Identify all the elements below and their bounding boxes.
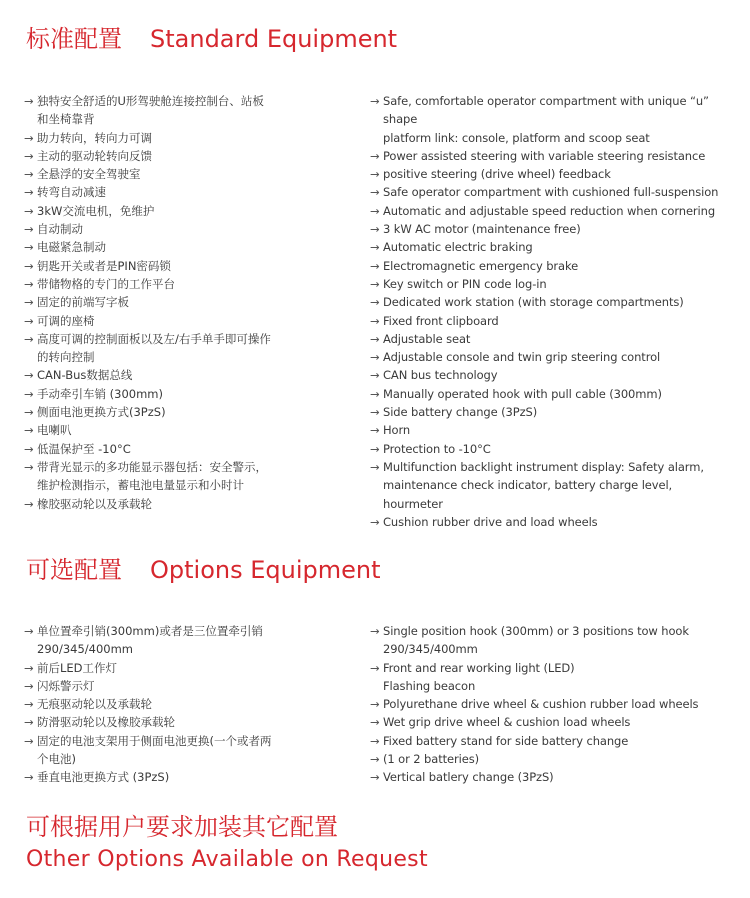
arrow-icon: → xyxy=(370,386,380,401)
arrow-icon: → xyxy=(24,185,34,200)
arrow-icon: → xyxy=(370,331,380,346)
list-item-text: 电喇叭 xyxy=(37,423,72,438)
list-item xyxy=(24,659,324,677)
standard-title-cn: 标准配置 xyxy=(26,25,122,53)
standard-list-cn xyxy=(24,92,324,513)
list-item-text: 全悬浮的安全驾驶室 xyxy=(37,167,141,182)
list-item xyxy=(370,165,732,183)
arrow-icon: → xyxy=(370,258,380,273)
list-item-text: 无痕驱动轮以及承载轮 xyxy=(37,697,152,712)
arrow-icon: → xyxy=(24,733,34,748)
standard-list-en xyxy=(370,92,732,531)
list-item-text: CAN-Bus数据总线 xyxy=(37,368,133,383)
arrow-icon: → xyxy=(24,770,34,785)
list-item-text: 可调的座椅 xyxy=(37,313,95,328)
arrow-icon: → xyxy=(24,148,34,163)
list-item xyxy=(370,513,732,531)
arrow-icon: → xyxy=(370,313,380,328)
list-item xyxy=(370,183,732,201)
list-item xyxy=(24,403,324,421)
list-item-text: Fixed battery stand for side battery change xyxy=(383,733,629,748)
arrow-icon: → xyxy=(370,240,380,255)
list-item xyxy=(370,403,732,421)
list-item-text: Safe operator compartment with cushioned full-suspension xyxy=(383,185,719,200)
arrow-icon: → xyxy=(24,313,34,328)
list-item-text: 转弯自动减速 xyxy=(37,185,106,200)
list-item xyxy=(370,257,732,275)
arrow-icon: → xyxy=(24,386,34,401)
list-item xyxy=(370,293,732,311)
list-item xyxy=(24,312,324,330)
arrow-icon: → xyxy=(370,167,380,182)
arrow-icon: → xyxy=(370,423,380,438)
list-item-text: Polyurethane drive wheel & cushion rubber load wheels xyxy=(383,697,699,712)
list-item-text: Dedicated work station (with storage compartments) xyxy=(383,295,684,310)
list-item-continuation: Flashing beacon xyxy=(383,678,476,693)
list-item xyxy=(370,732,732,750)
arrow-icon: → xyxy=(24,94,34,108)
arrow-icon: → xyxy=(24,678,34,693)
list-item-text: 高度可调的控制面板以及左/右手单手即可操作 xyxy=(37,331,271,346)
list-item xyxy=(24,458,324,495)
list-item xyxy=(370,440,732,458)
arrow-icon: → xyxy=(370,624,380,638)
list-item xyxy=(24,622,324,659)
list-item-text: Single position hook (300mm) or 3 positions tow hook xyxy=(383,624,689,638)
list-item-text: Horn xyxy=(383,423,411,438)
list-item-text: positive steering (drive wheel) feedback xyxy=(383,167,611,182)
list-item-text: 固定的电池支架用于侧面电池更换(一个或者两 xyxy=(37,733,272,748)
list-item-text: 侧面电池更换方式(3PzS) xyxy=(37,405,166,420)
list-item-text: 闪烁警示灯 xyxy=(37,678,95,693)
list-item xyxy=(24,421,324,439)
arrow-icon: → xyxy=(370,697,380,712)
list-item-text: Safe, comfortable operator compartment with unique “u” shape xyxy=(383,94,709,127)
list-item-continuation: 290/345/400mm xyxy=(383,642,478,657)
list-item-text: 助力转向，转向力可调 xyxy=(37,130,152,145)
arrow-icon: → xyxy=(24,222,34,237)
list-item xyxy=(370,768,732,786)
footer-title-cn: 可根据用户要求加装其它配置 xyxy=(26,813,338,841)
list-item-text: Automatic and adjustable speed reduction when cornering xyxy=(383,203,716,218)
list-item-text: 带储物格的专门的工作平台 xyxy=(37,276,175,291)
options-list-en xyxy=(370,622,732,787)
list-item xyxy=(24,695,324,713)
list-item-text: 橡胶驱动轮以及承载轮 xyxy=(37,496,152,511)
arrow-icon: → xyxy=(370,660,380,675)
standard-heading xyxy=(26,24,397,54)
list-item-text: Fixed front clipboard xyxy=(383,313,499,328)
list-item xyxy=(24,440,324,458)
options-list-cn xyxy=(24,622,324,787)
list-item-text: Adjustable seat xyxy=(383,331,471,346)
list-item xyxy=(24,220,324,238)
list-item-text: 自动制动 xyxy=(37,222,83,237)
list-item xyxy=(370,92,732,147)
list-item-text: 固定的前端写字板 xyxy=(37,295,129,310)
arrow-icon: → xyxy=(370,514,380,529)
standard-title-en: Standard Equipment xyxy=(150,25,398,53)
list-item-text: CAN bus technology xyxy=(383,368,498,383)
arrow-icon: → xyxy=(370,733,380,748)
arrow-icon: → xyxy=(370,185,380,200)
list-item-text: 垂直电池更换方式 (3PzS) xyxy=(37,770,170,785)
arrow-icon: → xyxy=(24,167,34,182)
list-item xyxy=(24,275,324,293)
list-item-text: Electromagnetic emergency brake xyxy=(383,258,579,273)
list-item xyxy=(24,147,324,165)
list-item xyxy=(24,677,324,695)
arrow-icon: → xyxy=(24,130,34,145)
list-item-text: Manually operated hook with pull cable (300mm) xyxy=(383,386,662,401)
arrow-icon: → xyxy=(24,405,34,420)
arrow-icon: → xyxy=(24,459,34,474)
list-item xyxy=(24,293,324,311)
arrow-icon: → xyxy=(370,441,380,456)
list-item-text: 单位置牵引销(300mm)或者是三位置牵引销 xyxy=(37,624,263,638)
list-item xyxy=(370,330,732,348)
list-item-continuation: 维护检测指示，蓄电池电量显示和小时计 xyxy=(37,478,244,493)
list-item-continuation: 个电池) xyxy=(37,752,76,767)
list-item xyxy=(370,147,732,165)
arrow-icon: → xyxy=(24,624,34,638)
list-item xyxy=(24,768,324,786)
list-item-continuation: 和坐椅靠背 xyxy=(37,112,95,127)
list-item xyxy=(370,750,732,768)
list-item xyxy=(24,129,324,147)
options-title-cn: 可选配置 xyxy=(26,556,122,584)
arrow-icon: → xyxy=(370,148,380,163)
list-item xyxy=(370,220,732,238)
list-item-continuation: 的转向控制 xyxy=(37,350,95,365)
arrow-icon: → xyxy=(370,203,380,218)
list-item-text: 3 kW AC motor (maintenance free) xyxy=(383,222,581,237)
list-item xyxy=(370,238,732,256)
list-item-text: 电磁紧急制动 xyxy=(37,240,106,255)
list-item xyxy=(24,330,324,367)
list-item xyxy=(370,312,732,330)
arrow-icon: → xyxy=(370,276,380,291)
list-item xyxy=(370,713,732,731)
arrow-icon: → xyxy=(370,94,380,108)
list-item-text: 主动的驱动轮转向反馈 xyxy=(37,148,152,163)
list-item xyxy=(370,366,732,384)
list-item-text: (1 or 2 batteries) xyxy=(383,752,479,767)
arrow-icon: → xyxy=(370,405,380,420)
list-item-text: Adjustable console and twin grip steering control xyxy=(383,350,661,365)
list-item-text: Vertical batlery change (3PzS) xyxy=(383,770,554,785)
list-item xyxy=(24,165,324,183)
list-item xyxy=(24,366,324,384)
list-item-continuation: platform link: console, platform and scoop seat xyxy=(383,130,650,145)
list-item-text: 钥匙开关或者是PIN密码锁 xyxy=(37,258,171,273)
list-item-text: 3kW交流电机，免维护 xyxy=(37,203,155,218)
list-item xyxy=(24,202,324,220)
list-item xyxy=(370,458,732,513)
list-item xyxy=(24,92,324,129)
list-item-text: 低温保护至 -10°C xyxy=(37,441,131,456)
list-item-text: Front and rear working light (LED) xyxy=(383,660,575,675)
list-item-continuation: 290/345/400mm xyxy=(37,642,134,657)
list-item xyxy=(370,348,732,366)
arrow-icon: → xyxy=(24,441,34,456)
arrow-icon: → xyxy=(24,697,34,712)
options-title-en: Options Equipment xyxy=(150,556,381,584)
list-item-text: 手动牵引车销 (300mm) xyxy=(37,386,163,401)
arrow-icon: → xyxy=(24,715,34,730)
list-item xyxy=(370,202,732,220)
list-item xyxy=(370,385,732,403)
arrow-icon: → xyxy=(24,331,34,346)
arrow-icon: → xyxy=(24,276,34,291)
list-item-text: Side battery change (3PzS) xyxy=(383,405,538,420)
list-item-text: Wet grip drive wheel & cushion load wheels xyxy=(383,715,631,730)
arrow-icon: → xyxy=(24,258,34,273)
list-item-text: 带背光显示的多功能显示器包括：安全警示， xyxy=(37,459,267,474)
list-item-text: Power assisted steering with variable steering resistance xyxy=(383,148,706,163)
list-item xyxy=(370,622,732,659)
list-item xyxy=(24,257,324,275)
list-item-text: Protection to -10°C xyxy=(383,441,491,456)
arrow-icon: → xyxy=(370,368,380,383)
list-item-text: Cushion rubber drive and load wheels xyxy=(383,514,598,529)
arrow-icon: → xyxy=(24,496,34,511)
arrow-icon: → xyxy=(24,423,34,438)
list-item xyxy=(24,495,324,513)
list-item-text: Multifunction backlight instrument display: Safety alarm, xyxy=(383,459,704,474)
arrow-icon: → xyxy=(24,295,34,310)
arrow-icon: → xyxy=(370,295,380,310)
arrow-icon: → xyxy=(370,222,380,237)
arrow-icon: → xyxy=(370,715,380,730)
arrow-icon: → xyxy=(370,350,380,365)
list-item xyxy=(24,732,324,769)
list-item xyxy=(24,183,324,201)
arrow-icon: → xyxy=(370,459,380,474)
list-item xyxy=(24,238,324,256)
list-item xyxy=(370,421,732,439)
list-item-text: 独特安全舒适的U形驾驶舱连接控制台、站板 xyxy=(37,94,264,108)
list-item-text: Key switch or PIN code log-in xyxy=(383,276,547,291)
footer-title-en: Other Options Available on Request xyxy=(26,847,428,872)
list-item-text: Automatic electric braking xyxy=(383,240,533,255)
arrow-icon: → xyxy=(24,368,34,383)
list-item-text: 防滑驱动轮以及橡胶承载轮 xyxy=(37,715,175,730)
options-heading xyxy=(26,555,381,585)
arrow-icon: → xyxy=(24,203,34,218)
list-item xyxy=(24,385,324,403)
list-item xyxy=(370,275,732,293)
arrow-icon: → xyxy=(24,660,34,675)
arrow-icon: → xyxy=(370,770,380,785)
list-item xyxy=(24,713,324,731)
list-item xyxy=(370,659,732,696)
list-item-continuation: maintenance check indicator, battery charge level, hourmeter xyxy=(383,478,673,511)
list-item-text: 前后LED工作灯 xyxy=(37,660,118,675)
arrow-icon: → xyxy=(24,240,34,255)
list-item xyxy=(370,695,732,713)
arrow-icon: → xyxy=(370,752,380,767)
